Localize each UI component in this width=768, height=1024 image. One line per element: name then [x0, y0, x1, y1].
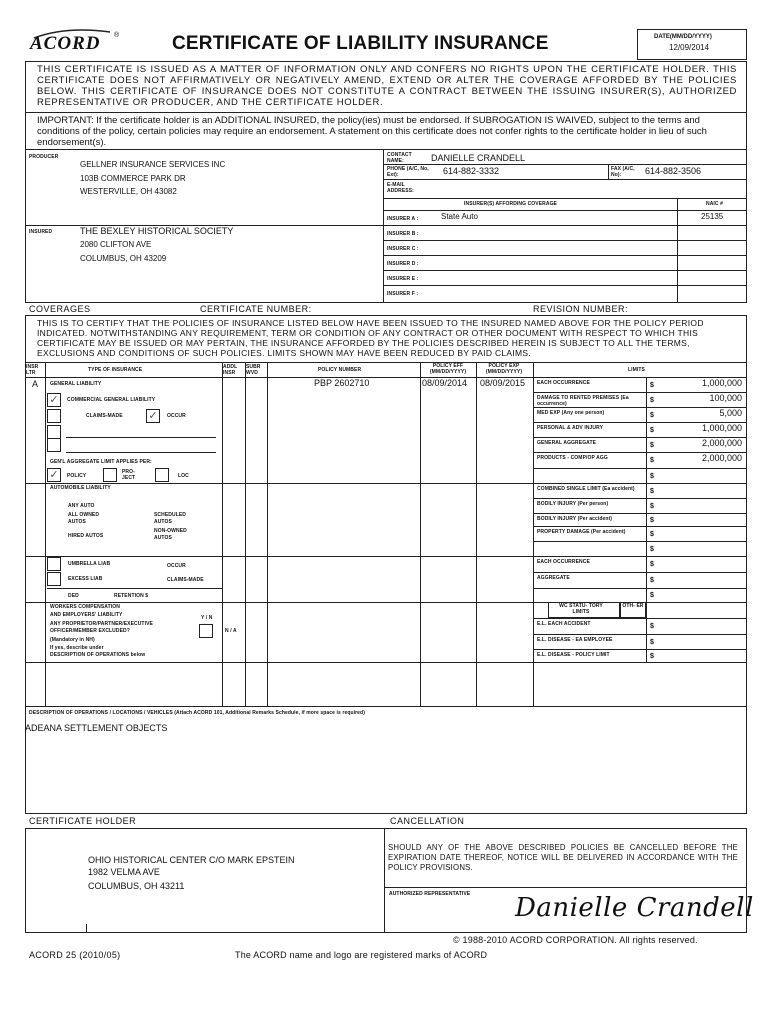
gl-policy-eff: 08/09/2014	[422, 378, 468, 388]
wc-mandatory: (Mandatory in NH)	[50, 637, 95, 643]
dollar-sign: $	[650, 426, 654, 434]
wc-descr: DESCRIPTION OF OPERATIONS below	[50, 652, 146, 658]
limit-label: E.L. EACH ACCIDENT	[537, 621, 591, 627]
wc-excluded-checkbox[interactable]	[199, 624, 213, 638]
coverages-label: COVERAGES	[29, 304, 91, 314]
dollar-sign: $	[650, 652, 654, 660]
dollar-sign: $	[650, 487, 654, 495]
insurer-label: INSURER D :	[387, 261, 419, 267]
gl-policy-number: PBP 2602710	[314, 378, 370, 388]
excess-label: EXCESS LIAB	[68, 576, 103, 582]
limit-value: 1,000,000	[701, 423, 742, 433]
description-label: DESCRIPTION OF OPERATIONS / LOCATIONS / VEHICLES (Attach ACORD 101, Additional Remarks Schedule, if more space is required)	[29, 710, 365, 716]
revision-number-label: REVISION NUMBER:	[533, 304, 629, 314]
fax-label: FAX (A/C, No):	[611, 166, 635, 178]
gl-occur: OCCUR	[167, 413, 186, 419]
producer-label: PRODUCER	[29, 154, 59, 160]
fax-value: 614-882-3506	[645, 166, 702, 176]
limit-label: PROPERTY DAMAGE (Per accident)	[537, 529, 626, 535]
insurer-label: INSURER A :	[387, 216, 419, 222]
umbrella-label: UMBRELLA LIAB	[68, 561, 111, 567]
dollar-sign: $	[650, 577, 654, 584]
dollar-sign: $	[650, 381, 654, 389]
auto-all-owned: ALL OWNED AUTOS	[68, 512, 100, 525]
auto-hired: HIRED AUTOS	[68, 533, 104, 539]
dollar-sign: $	[650, 441, 654, 449]
col-policy-number: POLICY NUMBER	[318, 367, 362, 373]
copyright: © 1988-2010 ACORD CORPORATION. All rights reserved.	[453, 935, 698, 945]
umbrella-ded: DED	[68, 593, 79, 599]
holder-name: OHIO HISTORICAL CENTER C/O MARK EPSTEIN	[88, 855, 295, 865]
limit-value: 100,000	[709, 393, 742, 403]
holder-address2: COLUMBUS, OH 43211	[88, 881, 185, 891]
col-limits: LIMITS	[628, 367, 645, 373]
limit-label: DAMAGE TO RENTED PREMISES (Ea occurrence)	[537, 395, 629, 407]
dollar-sign: $	[650, 623, 654, 630]
naic-label: NAIC #	[706, 201, 723, 207]
gl-project: PRO- JECT	[122, 469, 136, 481]
authorized-rep-label: AUTHORIZED REPRESENTATIVE	[389, 891, 471, 897]
insurers-header: INSURER(S) AFFORDING COVERAGE	[464, 201, 557, 207]
registered-mark: ®	[114, 32, 120, 39]
auto-non-owned: NON-OWNED AUTOS	[154, 528, 187, 541]
gl-policy-exp: 08/09/2015	[480, 378, 526, 388]
contact-name: DANIELLE CRANDELL	[431, 153, 526, 163]
col-insr-ltr: INSR LTR	[26, 364, 39, 376]
gl-commercial: COMMERCIAL GENERAL LIABILITY	[67, 397, 156, 403]
holder-address1: 1982 VELMA AVE	[88, 867, 160, 877]
acord-logo-text: ACORD	[30, 33, 101, 54]
wc-oth-er: OTH- ER	[622, 603, 644, 609]
dollar-sign: $	[650, 411, 654, 419]
producer-name: GELLNER INSURANCE SERVICES INC	[80, 160, 226, 169]
gl-policy: POLICY	[67, 473, 87, 479]
dollar-sign: $	[650, 502, 654, 510]
dollar-sign: $	[650, 592, 654, 599]
gl-loc: LOC	[178, 473, 189, 479]
insured-address2: COLUMBUS, OH 43209	[80, 254, 167, 263]
gl-loc-checkbox[interactable]	[155, 468, 169, 482]
col-policy-eff: POLICY EFF (MM/DD/YYYY)	[429, 363, 467, 375]
notice-text: THIS CERTIFICATE IS ISSUED AS A MATTER OF INFORMATION ONLY AND CONFERS NO RIGHTS UPON THE CERTIFICATE HOLDER. THIS CERTIFICATE DOES NOT AFFIRMATIVELY OR NEGATIVELY AMEND, EXTEND OR ALTER THE COVERAGE AFFORDED BY THE POLICIES BELOW. THIS CERTIFICATE OF INSURANCE DOES NOT CONSTITUTE A CONTRACT BETWEEN THE ISSUING INSURER(S), AUTHORIZED REPRESENTATIVE OR PRODUCER, AND THE CERTIFICATE HOLDER.	[37, 64, 737, 108]
gl-row3-checkbox[interactable]	[47, 425, 61, 439]
auto-label: AUTOMOBILE LIABILITY	[50, 485, 111, 491]
umbrella-occur: OCCUR	[167, 563, 186, 569]
wc-officer: OFFICER/MEMBER EXCLUDED?	[50, 628, 130, 634]
dollar-sign: $	[650, 457, 654, 464]
cancellation-label: CANCELLATION	[390, 816, 465, 826]
wc-any-prop: ANY PROPRIETOR/PARTNER/EXECUTIVE	[50, 621, 153, 627]
dollar-sign: $	[650, 561, 654, 568]
gl-claims-made: CLAIMS-MADE	[86, 413, 123, 419]
email-label: E-MAIL ADDRESS:	[387, 182, 414, 194]
wc-if-yes: If yes, describe under	[50, 645, 104, 651]
limit-value: 1,000,000	[701, 378, 742, 388]
gl-occur-checkbox[interactable]: ✓	[146, 409, 160, 423]
phone-value: 614-882-3332	[443, 166, 500, 176]
col-subr: SUBR WVD	[246, 364, 261, 376]
description-text: ADEANA SETTLEMENT OBJECTS	[25, 723, 168, 733]
col-addl: ADDL INSR	[223, 364, 238, 376]
limit-label: EACH OCCURRENCE	[537, 559, 590, 565]
limit-label: E.L. DISEASE - EA EMPLOYEE	[537, 637, 613, 643]
limit-label: BODILY INJURY (Per person)	[537, 501, 609, 507]
insured-label: INSURED	[29, 229, 53, 235]
limit-label: E.L. DISEASE - POLICY LIMIT	[537, 652, 610, 658]
cancellation-text: SHOULD ANY OF THE ABOVE DESCRIBED POLICIES BE CANCELLED BEFORE THE EXPIRATION DATE THEREOF, NOTICE WILL BE DELIVERED IN ACCORDANCE WITH THE POLICY PROVISIONS.	[388, 843, 738, 872]
signature: Danielle Crandell	[515, 893, 754, 923]
dollar-sign: $	[650, 396, 654, 404]
wc-statu: WC STATU- TORY LIMITS	[559, 603, 603, 615]
excess-checkbox[interactable]	[47, 572, 61, 586]
dollar-sign: $	[650, 530, 654, 538]
col-policy-exp: POLICY EXP (MM/DD/YYYY)	[485, 363, 523, 375]
gl-row4-checkbox[interactable]	[47, 438, 61, 452]
producer-address1: 103B COMMERCE PARK DR	[80, 174, 186, 183]
coverages-text: THIS IS TO CERTIFY THAT THE POLICIES OF INSURANCE LISTED BELOW HAVE BEEN ISSUED TO THE INSURED NAMED ABOVE FOR THE POLICY PERIOD INDICATED. NOTWITHSTANDING ANY REQUIREMENT, TERM OR CONDITION OF ANY CONTRACT OR OTHER DOCUMENT WITH RESPECT TO WHICH THIS CERTIFICATE MAY BE ISSUED OR MAY PERTAIN, THE INSURANCE AFFORDED BY THE POLICIES DESCRIBED HEREIN IS SUBJECT TO ALL THE TERMS, EXCLUSIONS AND CONDITIONS OF SUCH POLICIES. LIMITS SHOWN MAY HAVE BEEN REDUCED BY PAID CLAIMS.	[37, 318, 704, 358]
gl-policy-checkbox[interactable]: ✓	[47, 468, 61, 482]
limit-value: 2,000,000	[701, 438, 742, 448]
limit-label: BODILY INJURY (Per accident)	[537, 516, 613, 522]
gl-row2-checkbox[interactable]	[47, 409, 61, 423]
umbrella-checkbox[interactable]	[47, 557, 61, 571]
important-text: IMPORTANT: If the certificate holder is an ADDITIONAL INSURED, the policy(ies) must be endorsed. If SUBROGATION IS WAIVED, subject to the terms and conditions of the policy, certain policies may require an endorsement. A statement on this certificate does not confer rights to the certificate holder in lieu of such endorsement(s).	[37, 115, 707, 148]
trademark-notice: The ACORD name and logo are registered marks of ACORD	[235, 950, 488, 960]
insured-name: THE BEXLEY HISTORICAL SOCIETY	[80, 226, 234, 236]
limit-value: 2,000,000	[701, 453, 742, 463]
insurer-label: INSURER F :	[387, 291, 419, 297]
wc-label2: AND EMPLOYERS' LIABILITY	[50, 612, 123, 618]
umbrella-claims-made: CLAIMS-MADE	[167, 577, 204, 583]
umbrella-retention: RETENTION $	[114, 593, 149, 599]
page-title: CERTIFICATE OF LIABILITY INSURANCE	[172, 33, 549, 54]
gl-project-checkbox[interactable]	[103, 468, 117, 482]
certificate-number-label: CERTIFICATE NUMBER:	[200, 304, 312, 314]
date-label: DATE(MM/DD/YYYY)	[654, 34, 712, 40]
gl-aggregate-label: GEN'L AGGREGATE LIMIT APPLIES PER:	[50, 459, 152, 465]
insurer-naic: 25135	[701, 212, 724, 221]
contact-name-label: CONTACT NAME:	[387, 152, 412, 164]
commercial-gl-checkbox[interactable]: ✓	[47, 393, 61, 407]
gl-insr-ltr: A	[32, 379, 39, 389]
dollar-sign: $	[650, 472, 654, 480]
limit-label: PRODUCTS - COMP/OP AGG	[537, 455, 608, 461]
phone-label: PHONE (A/C, No, Ext):	[387, 166, 429, 178]
limit-label: MED EXP (Any one person)	[537, 410, 605, 416]
producer-address2: WESTERVILLE, OH 43082	[80, 187, 177, 196]
insured-address1: 2080 CLIFTON AVE	[80, 240, 152, 249]
limit-label: PERSONAL & ADV INJURY	[537, 425, 604, 431]
insurer-label: INSURER B :	[387, 231, 419, 237]
col-type: TYPE OF INSURANCE	[88, 367, 143, 373]
gl-label: GENERAL LIABILITY	[50, 381, 102, 387]
auto-scheduled: SCHEDULED AUTOS	[154, 512, 187, 525]
insurer-label: INSURER E :	[387, 276, 419, 282]
wc-na: N / A	[225, 628, 237, 634]
dollar-sign: $	[650, 638, 654, 646]
auto-any: ANY AUTO	[68, 503, 95, 509]
holder-label: CERTIFICATE HOLDER	[29, 816, 137, 826]
form-number: ACORD 25 (2010/05)	[29, 950, 121, 960]
limit-value: 5,000	[719, 408, 742, 418]
limit-label: GENERAL AGGREGATE	[537, 440, 597, 446]
insurer-name: State Auto	[441, 212, 478, 221]
dollar-sign: $	[650, 516, 654, 524]
date-value: 12/09/2014	[669, 43, 710, 52]
limit-label: COMBINED SINGLE LIMIT (Ea accident)	[537, 486, 635, 492]
wc-label1: WORKERS COMPENSATION	[50, 604, 120, 610]
wc-yn: Y / N	[201, 615, 213, 621]
dollar-sign: $	[650, 545, 654, 553]
limit-label: AGGREGATE	[537, 575, 570, 581]
acord-logo	[26, 26, 126, 60]
limit-label: EACH OCCURRENCE	[537, 380, 590, 386]
insurer-label: INSURER C :	[387, 246, 419, 252]
